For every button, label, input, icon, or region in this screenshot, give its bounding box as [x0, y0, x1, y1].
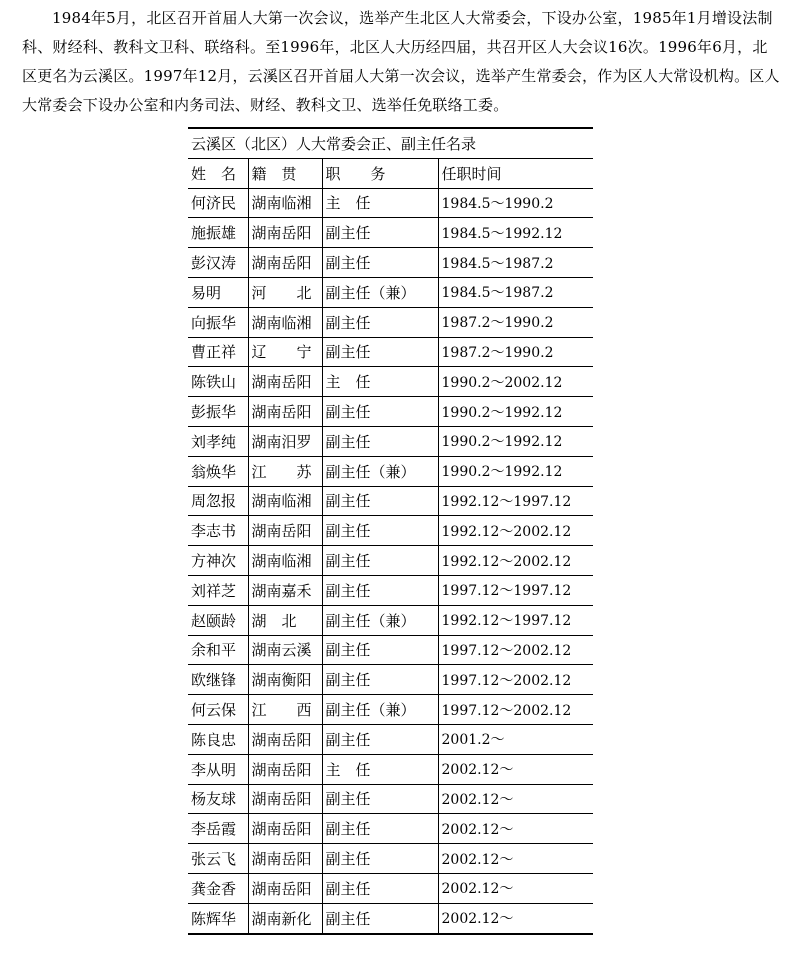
table-row	[188, 546, 593, 576]
position-cell: 副主任（兼）	[322, 605, 438, 635]
header-name: 姓 名	[188, 158, 248, 188]
origin-cell: 湖南岳阳	[248, 516, 322, 546]
name-cell: 刘祥芝	[188, 575, 248, 605]
table-row	[188, 486, 593, 516]
name-cell: 易明	[188, 277, 248, 307]
name-cell: 欧继锋	[188, 665, 248, 695]
term-cell: 1992.12～1997.12	[438, 486, 593, 516]
term-cell: 1997.12～2002.12	[438, 635, 593, 665]
position-cell: 副主任	[322, 248, 438, 278]
position-cell: 副主任（兼）	[322, 456, 438, 486]
term-cell: 1992.12～2002.12	[438, 546, 593, 576]
table-row	[188, 516, 593, 546]
name-cell: 赵颐龄	[188, 605, 248, 635]
term-cell: 1990.2～1992.12	[438, 397, 593, 427]
header-position: 职 务	[322, 158, 438, 188]
position-cell: 主 任	[322, 188, 438, 218]
term-cell: 1984.5～1987.2	[438, 248, 593, 278]
origin-cell: 湖南临湘	[248, 188, 322, 218]
position-cell: 主 任	[322, 754, 438, 784]
name-cell: 何济民	[188, 188, 248, 218]
table-row	[188, 695, 593, 725]
table-row	[188, 903, 593, 933]
intro-paragraph: 1984年5月，北区召开首届人大第一次会议，选举产生北区人大常委会，下设办公室，1985年1月增设法制科、财经科、教科文卫科、联络科。至1996年，北区人大历经四届，共召开区人大会议16次。1996年6月，北区更名为云溪区。1997年12月，云溪区召开首届人大第一次会议，选举产生常委会，作为区人大常设机构。区人大常委会下设办公室和内务司法、财经、教科文卫、选举任免联络工委。	[22, 9, 780, 114]
table-row	[188, 426, 593, 456]
name-cell: 陈良忠	[188, 724, 248, 754]
position-cell: 副主任	[322, 903, 438, 933]
table-row	[188, 754, 593, 784]
origin-cell: 湖南岳阳	[248, 844, 322, 874]
term-cell: 1984.5～1992.12	[438, 218, 593, 248]
term-cell: 1984.5～1987.2	[438, 277, 593, 307]
origin-cell: 湖南云溪	[248, 635, 322, 665]
table-row	[188, 188, 593, 218]
header-term: 任职时间	[438, 158, 593, 188]
position-cell: 副主任	[322, 575, 438, 605]
term-cell: 1992.12～1997.12	[438, 605, 593, 635]
term-cell: 1987.2～1990.2	[438, 307, 593, 337]
name-cell: 曹正祥	[188, 337, 248, 367]
table-row	[188, 277, 593, 307]
term-cell: 1987.2～1990.2	[438, 337, 593, 367]
table-row	[188, 248, 593, 278]
term-cell: 2002.12～	[438, 903, 593, 933]
term-cell: 1997.12～2002.12	[438, 695, 593, 725]
header-origin: 籍 贯	[248, 158, 322, 188]
origin-cell: 湖南汨罗	[248, 426, 322, 456]
origin-cell: 湖南临湘	[248, 546, 322, 576]
position-cell: 副主任	[322, 873, 438, 903]
table-row	[188, 873, 593, 903]
origin-cell: 湖南嘉禾	[248, 575, 322, 605]
term-cell: 2002.12～	[438, 784, 593, 814]
position-cell: 副主任	[322, 814, 438, 844]
name-cell: 彭汉涛	[188, 248, 248, 278]
table-row	[188, 367, 593, 397]
name-cell: 李志书	[188, 516, 248, 546]
position-cell: 副主任（兼）	[322, 695, 438, 725]
name-cell: 周忽报	[188, 486, 248, 516]
position-cell: 副主任	[322, 516, 438, 546]
position-cell: 副主任	[322, 337, 438, 367]
origin-cell: 湖南岳阳	[248, 873, 322, 903]
position-cell: 副主任	[322, 307, 438, 337]
term-cell: 2001.2～	[438, 724, 593, 754]
term-cell: 1984.5～1990.2	[438, 188, 593, 218]
name-cell: 余和平	[188, 635, 248, 665]
name-cell: 陈铁山	[188, 367, 248, 397]
table-row	[188, 605, 593, 635]
origin-cell: 湖南临湘	[248, 307, 322, 337]
term-cell: 1990.2～1992.12	[438, 426, 593, 456]
name-cell: 翁焕华	[188, 456, 248, 486]
term-cell: 1997.12～2002.12	[438, 665, 593, 695]
position-cell: 副主任	[322, 486, 438, 516]
origin-cell: 湖南岳阳	[248, 724, 322, 754]
table-row	[188, 784, 593, 814]
table-row	[188, 724, 593, 754]
origin-cell: 湖南岳阳	[248, 218, 322, 248]
name-cell: 陈辉华	[191, 909, 237, 928]
name-cell: 施振雄	[188, 218, 248, 248]
origin-cell: 江 苏	[248, 456, 322, 486]
term-cell: 2002.12～	[438, 844, 593, 874]
table-row	[188, 337, 593, 367]
term-cell: 2002.12～	[438, 814, 593, 844]
name-cell: 龚金香	[188, 873, 248, 903]
origin-cell: 湖南新化	[248, 903, 322, 933]
name-cell: 李岳霞	[188, 814, 248, 844]
position-cell: 副主任	[322, 784, 438, 814]
origin-cell: 湖南岳阳	[248, 754, 322, 784]
table-body	[188, 188, 593, 933]
position-cell: 副主任	[322, 635, 438, 665]
table-row	[188, 665, 593, 695]
origin-cell: 湖南临湘	[248, 486, 322, 516]
term-cell: 1990.2～1992.12	[438, 456, 593, 486]
name-cell: 方神次	[188, 546, 248, 576]
position-cell: 副主任	[322, 546, 438, 576]
origin-cell: 湖南岳阳	[248, 784, 322, 814]
position-cell: 副主任	[322, 724, 438, 754]
position-cell: 副主任	[322, 218, 438, 248]
table-row	[188, 635, 593, 665]
position-cell: 副主任	[322, 665, 438, 695]
name-cell: 向振华	[188, 307, 248, 337]
name-cell: 李从明	[188, 754, 248, 784]
position-cell: 副主任	[322, 397, 438, 427]
table-row	[188, 575, 593, 605]
name-cell: 刘孝纯	[188, 426, 248, 456]
origin-cell: 湖南衡阳	[248, 665, 322, 695]
position-cell: 副主任	[322, 426, 438, 456]
table-row	[188, 218, 593, 248]
table-row	[188, 844, 593, 874]
table-title-row	[188, 128, 593, 158]
name-cell: 杨友球	[188, 784, 248, 814]
table-row	[188, 307, 593, 337]
directors-table	[188, 127, 593, 935]
origin-cell: 湖南岳阳	[248, 397, 322, 427]
origin-cell: 湖 北	[248, 605, 322, 635]
name-cell: 彭振华	[188, 397, 248, 427]
table-row	[188, 814, 593, 844]
table-header-row	[188, 158, 593, 188]
table-row	[188, 397, 593, 427]
origin-cell: 河 北	[248, 277, 322, 307]
origin-cell: 湖南岳阳	[248, 367, 322, 397]
term-cell: 1997.12～1997.12	[438, 575, 593, 605]
position-cell: 主 任	[322, 367, 438, 397]
term-cell: 1990.2～2002.12	[438, 367, 593, 397]
position-cell: 副主任	[322, 844, 438, 874]
origin-cell: 湖南岳阳	[248, 814, 322, 844]
term-cell: 1992.12～2002.12	[438, 516, 593, 546]
table-title: 云溪区（北区）人大常委会正、副主任名录	[188, 128, 593, 158]
term-cell: 2002.12～	[438, 754, 593, 784]
name-cell: 张云飞	[188, 844, 248, 874]
origin-cell: 辽 宁	[248, 337, 322, 367]
table-row	[188, 456, 593, 486]
position-cell: 副主任（兼）	[322, 277, 438, 307]
origin-cell: 江 西	[248, 695, 322, 725]
term-cell: 2002.12～	[438, 873, 593, 903]
origin-cell: 湖南岳阳	[248, 248, 322, 278]
name-cell: 何云保	[188, 695, 248, 725]
